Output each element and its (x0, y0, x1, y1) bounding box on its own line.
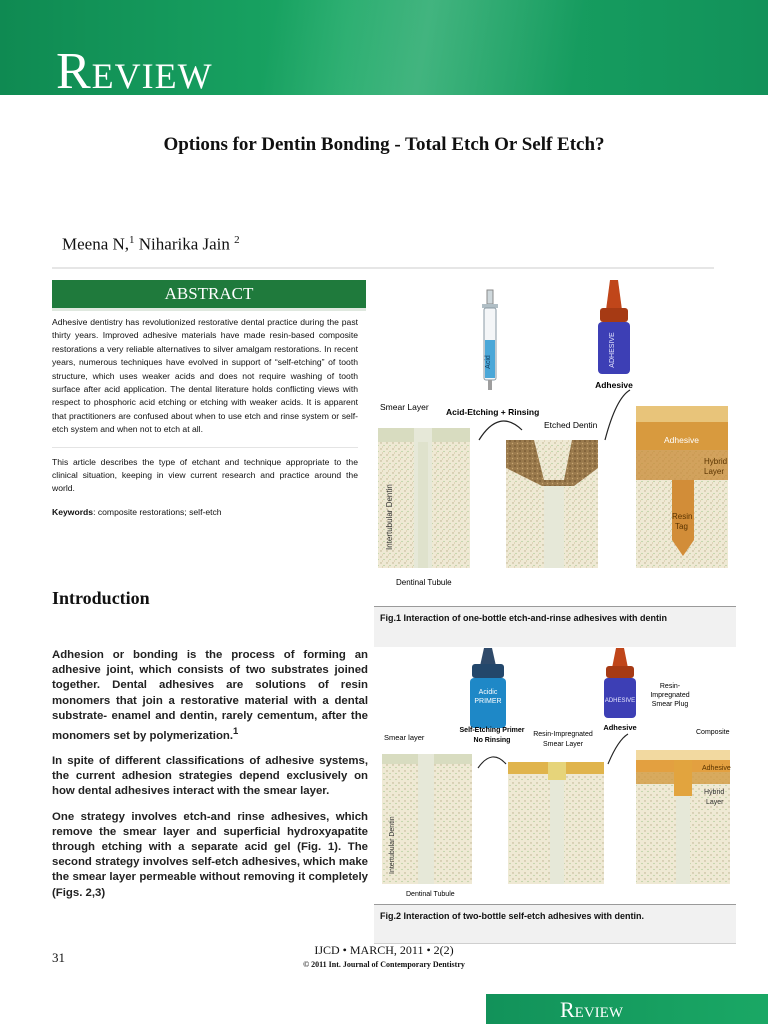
syringe-icon (482, 290, 498, 390)
primer-bottle-text: PRIMER (474, 698, 502, 705)
footer-section-title: Review (560, 997, 623, 1022)
arrow-icon (479, 421, 522, 440)
tubule-label: Dentinal Tubule (396, 578, 452, 587)
composite-label: Composite (696, 729, 730, 736)
adhesive-label: Adhesive (603, 723, 637, 732)
smear-layer-label: Smear layer (384, 733, 425, 742)
citation: 1 (233, 726, 239, 738)
panel-primer (508, 762, 604, 884)
author-line (62, 234, 240, 255)
plug-label: Smear Plug (651, 701, 689, 708)
smear-layer-label: Smear Layer (380, 402, 429, 412)
author-affiliation: 2 (234, 234, 240, 246)
panel-etched (506, 440, 598, 568)
abstract-paragraph: Adhesive dentistry has revolutionized restorative dental practice during the past thirty years. Improved adhesive materials have made resin-based composite restorations a very reliable alternatives to silver amalgam restorations. In recent years, numerous techniques have evolved in support of “self-etching” of tooth structure, which uses weaker acids and does not require washing of tooth surface after acid application. The dental literature holds conflicting views with respect to phosphoric acid etching or etching with weaker acids. It is apparent that practitioners are confused about when to use etch and rinse system or self-etch system and when not to etch at all. (52, 317, 358, 435)
page-number: 31 (52, 950, 65, 965)
adhesive-bottle-text: ADHESIVE (604, 698, 636, 704)
divider (52, 267, 714, 269)
arrow-icon (608, 734, 628, 764)
author-affiliation: 1 (129, 234, 135, 246)
etched-dentin-label: Etched Dentin (544, 420, 598, 430)
adhesive-layer-label: Adhesive (702, 765, 731, 772)
syringe-label: Acid (485, 355, 492, 369)
impregnated-label: Smear Layer (542, 741, 584, 748)
impregnated-label: Resin-Impregnated (533, 731, 593, 738)
footer-copyright: © 2011 Int. Journal of Contemporary Dentistry (303, 960, 465, 969)
intro-paragraph: One strategy involves etch-and rinse adhesives, which remove the smear layer and superficial hydroxyapatite through etching with a separate acid gel (Fig. 1). The second strategy involves self-etch adhesives, which make the smear layer permeable without removing it completely (Figs. 2,3) (52, 810, 368, 899)
layer-label: Layer (704, 467, 725, 476)
bottle-label: ADHESIVE (609, 332, 616, 368)
step-label: Self-Etching Primer (459, 727, 525, 734)
figure-2-caption: Fig.2 Interaction of two-bottle self-etch adhesives with dentin. (374, 904, 736, 944)
adhesive-label: Adhesive (595, 380, 633, 390)
keywords-text: : composite restorations; self-etch (93, 506, 222, 517)
arrow-icon (478, 757, 506, 768)
author-name: Meena N, (62, 234, 130, 254)
figure-1-caption: Fig.1 Interaction of one-bottle etch-and-rinse adhesives with dentin (374, 606, 736, 647)
step-label: No Rinsing (473, 737, 511, 744)
keywords (52, 506, 358, 519)
primer-bottle-icon (470, 648, 506, 728)
panel-restored (636, 406, 728, 568)
footer-journal: IJCD • MARCH, 2011 • 2(2) (314, 943, 454, 957)
figure-1 (374, 280, 734, 640)
intro-paragraph: Adhesion or bonding is the process of forming an adhesive joint, which consists of two substrates joined together. Dental adhesives are solutions of resin monomers that join a restorative material with a dental substrate- enamel and dentin, rarely cementum, after the monomers set by polymerization.$^1$ (52, 649, 368, 742)
adhesive-bottle-icon (598, 280, 630, 374)
abstract-body (52, 316, 358, 529)
hybrid-label: Hybrid (704, 789, 725, 796)
intertubular-label: Intertubular Dentin (389, 816, 396, 874)
figure-2-illustration (374, 644, 734, 902)
footer-banner (486, 994, 768, 1024)
keywords-label: Keywords (52, 506, 94, 517)
tag-label: Tag (675, 522, 688, 531)
hybrid-label: Hybrid (704, 457, 728, 466)
intertubular-label: Intertubular Dentin (385, 484, 394, 550)
step-label: Acid-Etching + Rinsing (446, 407, 540, 417)
adhesive-bottle-icon (604, 648, 636, 718)
resin-label: Resin (672, 512, 693, 521)
divider (52, 447, 358, 448)
layer-label: Layer (706, 799, 724, 806)
figure-2 (374, 644, 734, 940)
abstract-paragraph: This article describes the type of etchant and technique appropriate to the clinical situation, keeping in view current research and practice around the world. (52, 456, 358, 494)
section-title: Review (56, 43, 213, 100)
plug-label: Impregnated (650, 692, 690, 699)
arrow-icon (605, 390, 630, 440)
introduction-heading: Introduction (52, 588, 150, 608)
adhesive-layer-label: Adhesive (664, 435, 699, 445)
abstract-heading: ABSTRACT (52, 280, 366, 311)
figure-1-illustration (374, 280, 734, 602)
tubule-label: Dentinal Tubule (406, 891, 455, 898)
header-banner (0, 0, 768, 100)
article-title: Options for Dentin Bonding - Total Etch Or Self Etch? (163, 134, 605, 155)
primer-bottle-text: Acidic (478, 689, 498, 696)
plug-label: Resin- (659, 683, 681, 690)
intro-paragraph: In spite of different classifications of adhesive systems, the current adhesion strategies depend exclusively on how dental adhesives interact with the smear layer. (52, 755, 368, 798)
author-name: Niharika Jain (138, 234, 230, 254)
introduction-body (52, 648, 368, 911)
